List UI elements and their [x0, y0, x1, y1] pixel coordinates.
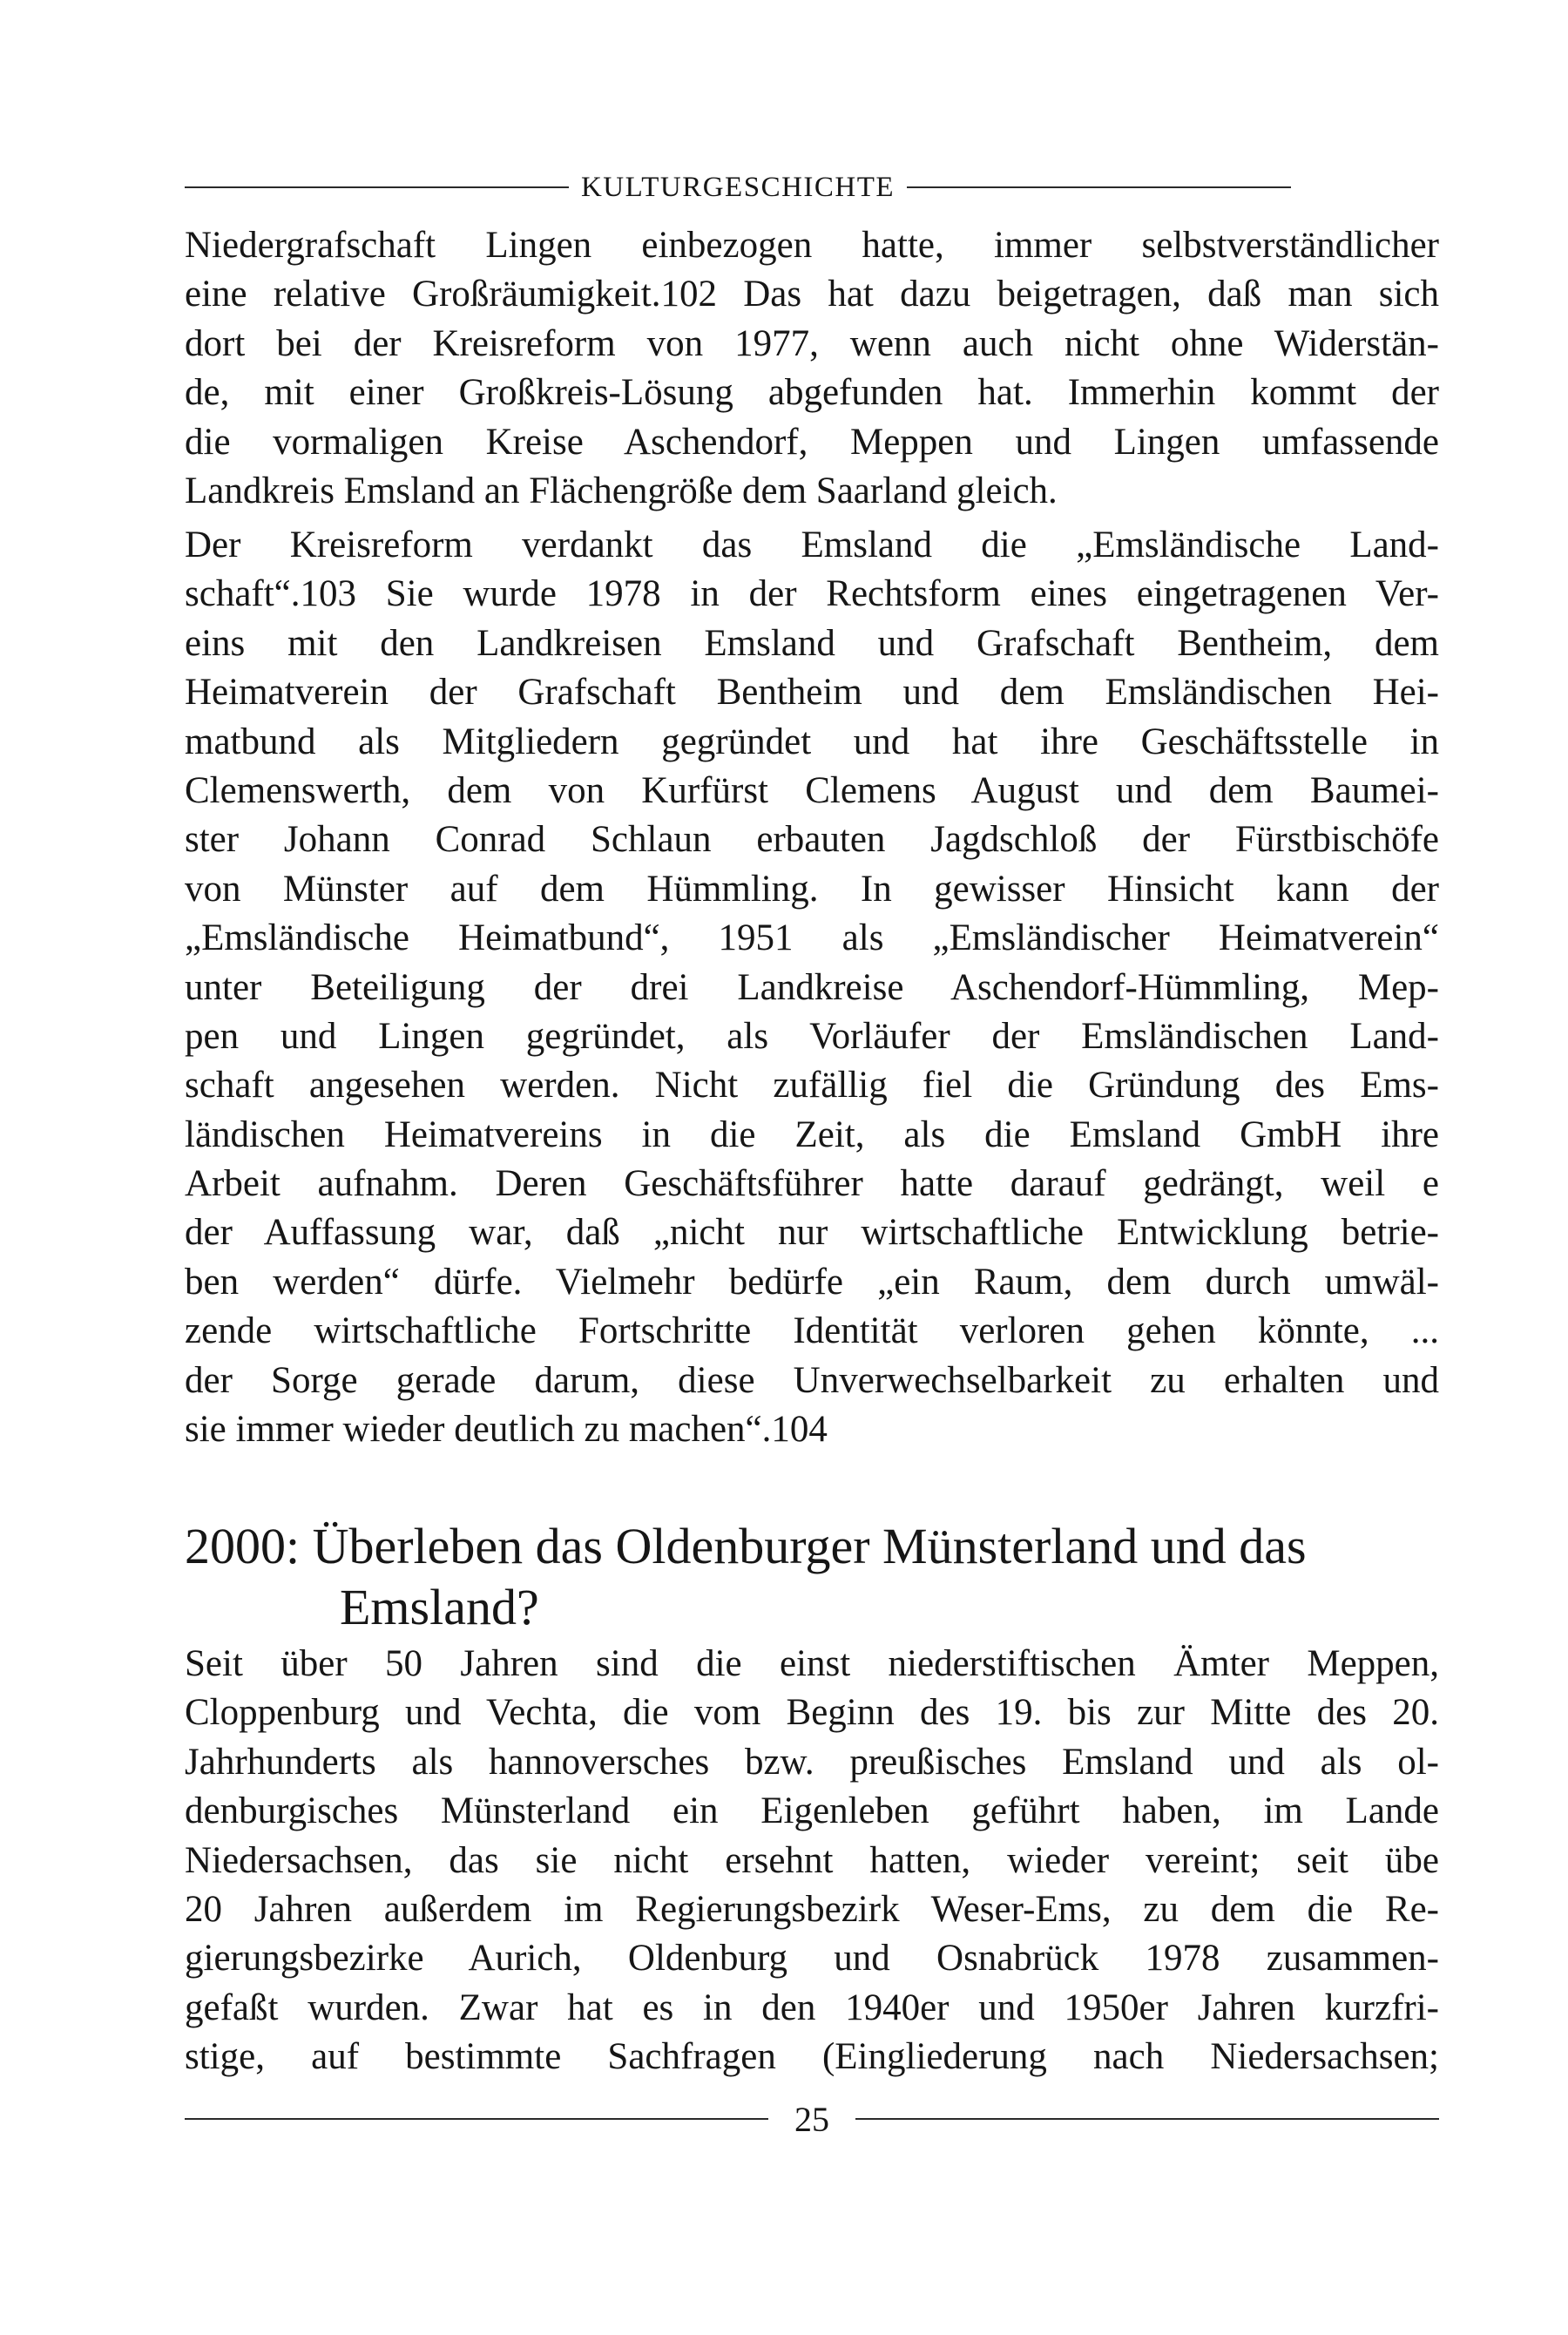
page-footer: [185, 2095, 1439, 2143]
paragraph-line: der Auffassung war, daß „nicht nur wirtschaftliche Entwicklung betrie-: [185, 1212, 1439, 1254]
paragraph-line: von Münster auf dem Hümmling. In gewisser Hinsicht kann der: [185, 868, 1439, 910]
paragraph-line: Landkreis Emsland an Flächengröße dem Saarland gleich.: [185, 470, 1058, 511]
paragraph-line: Arbeit aufnahm. Deren Geschäftsführer hatte darauf gedrängt, weil e: [185, 1163, 1439, 1205]
paragraph-line: Seit über 50 Jahren sind die einst niederstiftischen Ämter Meppen,: [185, 1643, 1439, 1684]
paragraph-line: de, mit einer Großkreis-Lösung abgefunden hat. Immerhin kommt der: [185, 372, 1439, 414]
paragraph-3: [185, 1640, 1439, 2082]
paragraph-2: [185, 521, 1439, 1454]
paragraph-line: denburgisches Münsterland ein Eigenleben geführt haben, im Lande: [185, 1790, 1439, 1832]
paragraph-line: ben werden“ dürfe. Vielmehr bedürfe „ein Raum, dem durch umwäl-: [185, 1261, 1439, 1303]
paragraph-line: eins mit den Landkreisen Emsland und Grafschaft Bentheim, dem: [185, 622, 1439, 664]
paragraph-line: schaft angesehen werden. Nicht zufällig fiel die Gründung des Ems-: [185, 1065, 1439, 1107]
paragraph-line: ster Johann Conrad Schlaun erbauten Jagdschloß der Fürstbischöfe: [185, 819, 1439, 861]
paragraph-line: Jahrhunderts als hannoversches bzw. preußisches Emsland und als ol-: [185, 1741, 1439, 1783]
running-header: [185, 166, 1291, 209]
paragraph-1: [185, 221, 1439, 516]
paragraph-line: Niedersachsen, das sie nicht ersehnt hatten, wieder vereint; seit übe: [185, 1839, 1439, 1881]
paragraph-line: zende wirtschaftliche Fortschritte Identität verloren gehen könnte, ...: [185, 1310, 1439, 1352]
section-heading: [185, 1516, 1448, 1638]
paragraph-line: sie immer wieder deutlich zu machen“.104: [185, 1409, 828, 1451]
section-heading-line: Emsland?: [340, 1579, 539, 1635]
paragraph-line: unter Beteiligung der drei Landkreise Aschendorf-Hümmling, Mep-: [185, 966, 1439, 1008]
section-heading-line: 2000: Überleben das Oldenburger Münsterland und das: [185, 1518, 1307, 1574]
paragraph-line: ländischen Heimatvereins in die Zeit, als die Emsland GmbH ihre: [185, 1113, 1439, 1155]
paragraph-line: schaft“.103 Sie wurde 1978 in der Rechtsform eines eingetragenen Ver-: [185, 573, 1439, 615]
paragraph-line: Niedergrafschaft Lingen einbezogen hatte, immer selbstverständlicher: [185, 225, 1439, 266]
paragraph-line: pen und Lingen gegründet, als Vorläufer der Emsländischen Land-: [185, 1015, 1439, 1057]
paragraph-line: matbund als Mitgliedern gegründet und hat ihre Geschäftsstelle in: [185, 721, 1439, 762]
paragraph-line: die vormaligen Kreise Aschendorf, Meppen und Lingen umfassende: [185, 421, 1439, 463]
footer-rule-right: [855, 2118, 1439, 2120]
paragraph-line: „Emsländische Heimatbund“, 1951 als „Emsländischer Heimatverein“: [185, 917, 1439, 959]
paragraph-line: eine relative Großräumigkeit.102 Das hat dazu beigetragen, daß man sich: [185, 274, 1439, 315]
paragraph-line: gefaßt wurden. Zwar hat es in den 1940er und 1950er Jahren kurzfri-: [185, 1986, 1439, 2028]
paragraph-line: Der Kreisreform verdankt das Emsland die „Emsländische Land-: [185, 525, 1439, 565]
paragraph-line: stige, auf bestimmte Sachfragen (Eingliederung nach Niedersachsen;: [185, 2036, 1439, 2078]
footer-rule-left: [185, 2118, 768, 2120]
paragraph-line: dort bei der Kreisreform von 1977, wenn auch nicht ohne Widerstän-: [185, 322, 1439, 364]
paragraph-line: Heimatverein der Grafschaft Bentheim und dem Emsländischen Hei-: [185, 672, 1439, 714]
header-rule-right: [907, 186, 1291, 188]
paragraph-line: 20 Jahren außerdem im Regierungsbezirk Weser-Ems, zu dem die Re-: [185, 1888, 1439, 1930]
header-rule-left: [185, 186, 569, 188]
paragraph-line: Clemenswerth, dem von Kurfürst Clemens August und dem Baumei-: [185, 769, 1439, 811]
page-number: 25: [794, 2099, 829, 2139]
paragraph-line: der Sorge gerade darum, diese Unverwechselbarkeit zu erhalten und: [185, 1359, 1439, 1401]
header-title: KULTURGESCHICHTE: [580, 171, 896, 203]
paragraph-line: gierungsbezirke Aurich, Oldenburg und Osnabrück 1978 zusammen-: [185, 1938, 1439, 1980]
paragraph-line: Cloppenburg und Vechta, die vom Beginn des 19. bis zur Mitte des 20.: [185, 1692, 1439, 1734]
